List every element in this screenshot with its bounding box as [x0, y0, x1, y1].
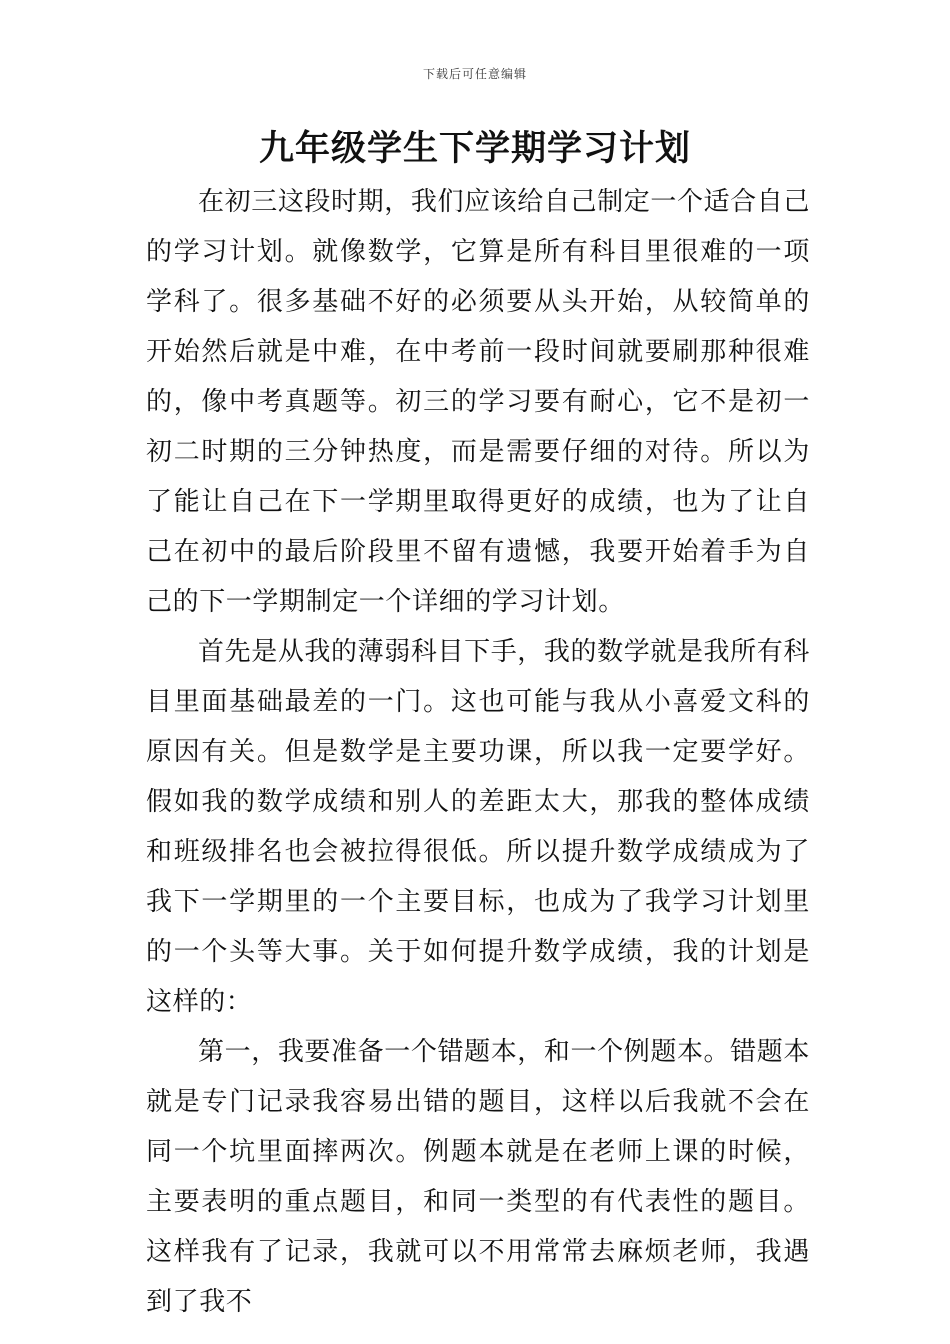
paragraph: 在初三这段时期，我们应该给自己制定一个适合自己的学习计划。就像数学，它算是所有科目里很难的一项学科了。很多基础不好的必须要从头开始，从较简单的开始然后就是中难，在中考前一段时间就要刷那种很难的，像中考真题等。初三的学习要有耐心，它不是初一初二时期的三分钟热度，而是需要仔细的对待。所以为了能让自己在下一学期里取得更好的成绩，也为了让自己在初中的最后阶段里不留有遗憾，我要开始着手为自己的下一学期制定一个详细的学习计划。: [146, 187, 810, 617]
header-note: 下载后可任意编辑: [422, 67, 527, 81]
document-body: [146, 177, 810, 1327]
document-title: 九年级学生下学期学习计划: [258, 128, 691, 169]
paragraph: 第一，我要准备一个错题本，和一个例题本。错题本就是专门记录我容易出错的题目，这样以后我就不会在同一个坑里面摔两次。例题本就是在老师上课的时候，主要表明的重点题目，和同一类型的有代表性的题目。这样我有了记录，我就可以不用常常去麻烦老师，我遇到了我不: [146, 1037, 810, 1317]
paragraph: 首先是从我的薄弱科目下手，我的数学就是我所有科目里面基础最差的一门。这也可能与我从小喜爱文科的原因有关。但是数学是主要功课，所以我一定要学好。假如我的数学成绩和别人的差距太大，那我的整体成绩和班级排名也会被拉得很低。所以提升数学成绩成为了我下一学期里的一个主要目标，也成为了我学习计划里的一个头等大事。关于如何提升数学成绩，我的计划是这样的：: [146, 637, 810, 1017]
